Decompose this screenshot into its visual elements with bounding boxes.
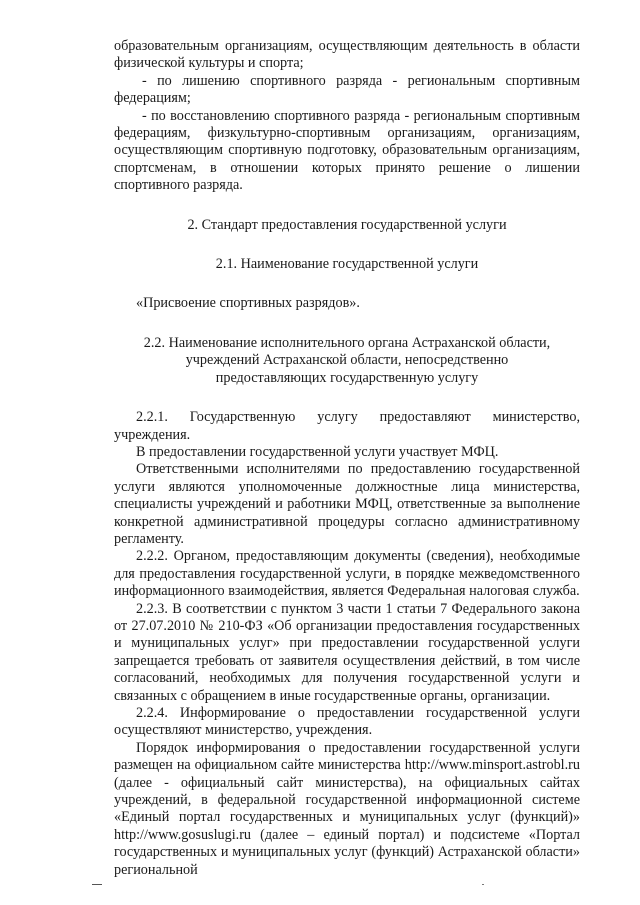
paragraph-2-2-3: 2.2.3. В соответствии с пунктом 3 части 1 статьи 7 Федерального закона от 27.07.2010 № 210-ФЗ «Об организации предоставления государственных и муниципальных услуг» при предоставлении государственной услуги запрещается требовать от заявителя осуществления действий, в том числе согласований, необходимых для получения государственной услуги и связанных с обращением в иные государственные органы, организации. bbox=[114, 600, 580, 704]
section-2-2-title: 2.2. Наименование исполнительного органа Астраханской области, учреждений Астраханской области, непосредственно предоставляющих государственную услугу bbox=[143, 334, 551, 386]
document-page bbox=[114, 38, 580, 879]
paragraph-information-procedure: Порядок информирования о предоставлении государственной услуги размещен на официальном сайте министерства http://www.minsport.astrobl.ru (далее - официальный сайт министерства), на официальных сайтах учреждений, в федеральной государственной информационной системе «Единый портал государственных и муниципальных услуг (функций)» http://www.gosuslugi.ru (далее – единый портал) и подсистеме «Портал государственных и муниципальных услуг (функций) Астраханской области» региональной bbox=[114, 739, 580, 878]
paragraph-2-2-2: 2.2.2. Органом, предоставляющим документы (сведения), необходимые для предоставления государственной услуги, в порядке межведомственного информационного взаимодействия, является Федеральная налоговая служба. bbox=[114, 548, 580, 600]
paragraph-2-2-4: 2.2.4. Информирование о предоставлении государственной услуги осуществляют министерство, учреждения. bbox=[114, 705, 580, 739]
service-name: «Присвоение спортивных разрядов». bbox=[136, 295, 360, 312]
paragraph-restoration: - по восстановлению спортивного разряда - региональным спортивным федерациям, физкультурно-спортивным организациям, организациям, осуществляющим спортивную подготовку, образовательным организациям, спортсменам, в отношении которых принято решение о лишении спортивного разряда. bbox=[114, 107, 580, 194]
paragraph-mfc-participation: В предоставлении государственной услуги участвует МФЦ. bbox=[136, 443, 499, 460]
paragraph-deprivation: - по лишению спортивного разряда - региональным спортивным федерациям; bbox=[114, 72, 580, 107]
paragraph-intro-continuation: образовательным организациям, осуществляющим деятельность в области физической культуры и спорта; bbox=[114, 38, 580, 72]
section-2-title: 2. Стандарт предоставления государственной услуги bbox=[187, 216, 507, 233]
page-edge-mark bbox=[92, 884, 102, 885]
section-2-1-title: 2.1. Наименование государственной услуги bbox=[215, 256, 479, 273]
paragraph-2-2-1: 2.2.1. Государственную услугу предоставляют министерство, учреждения. bbox=[114, 409, 580, 443]
paragraph-responsible-executors: Ответственными исполнителями по предоставлению государственной услуги являются уполномоченные должностные лица министерства, специалисты учреждений и работники МФЦ, ответственные за выполнение конкретной административной процедуры согласно административному регламенту. bbox=[114, 461, 580, 547]
page-edge-dot bbox=[482, 884, 484, 885]
